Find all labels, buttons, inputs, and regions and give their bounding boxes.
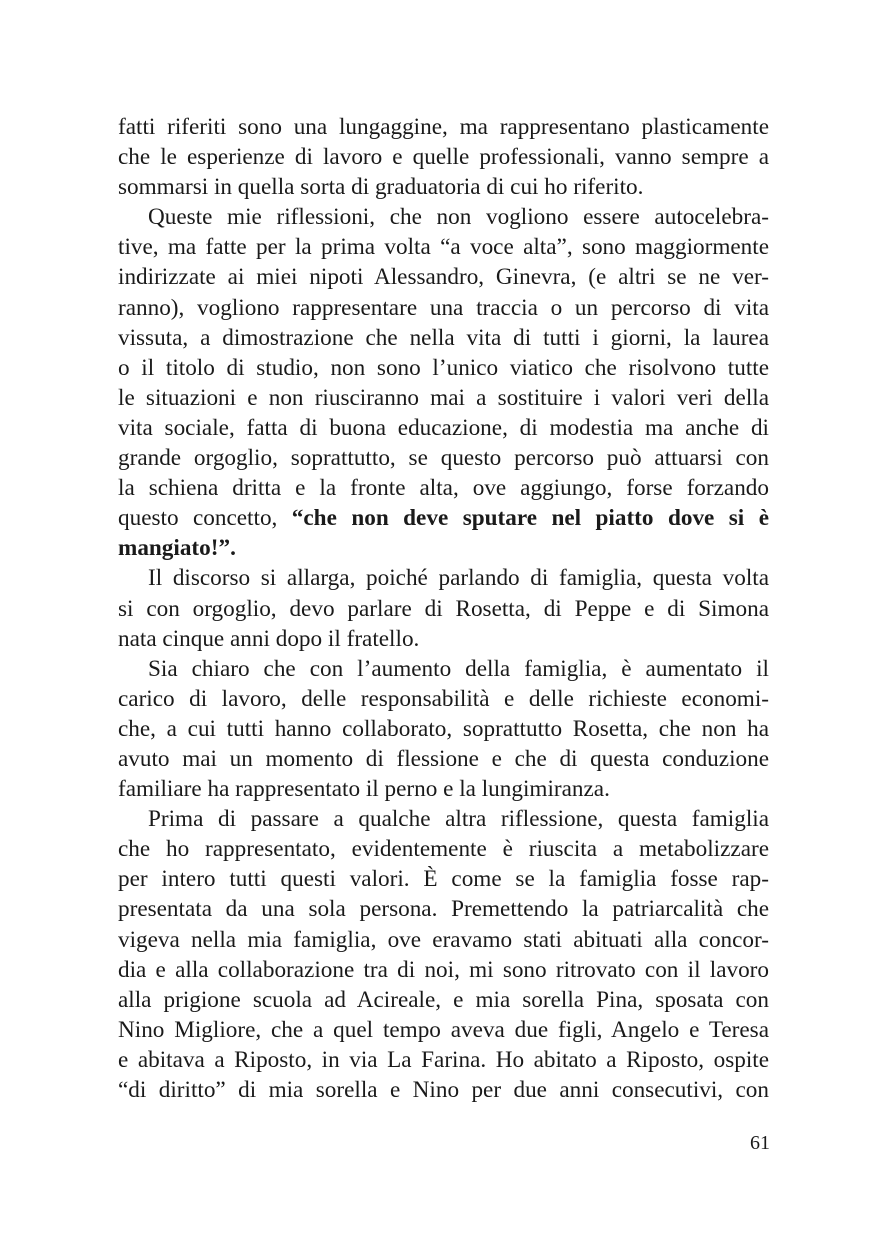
text-line: grande orgoglio, soprattutto, se questo percorso può attuarsi con	[118, 445, 769, 472]
text-line: che le esperienze di lavoro e quelle professionali, vanno sempre a	[118, 144, 769, 171]
text-line: ranno), vogliono rappresentare una traccia o un percorso di vita	[118, 294, 769, 321]
text-line: vita sociale, fatta di buona educazione, di modestia ma anche di	[118, 414, 769, 441]
text-line: che ho rappresentato, evidentemente è riuscita a metabolizzare	[118, 836, 769, 863]
page-body	[118, 112, 769, 1105]
text-line: indirizzate ai miei nipoti Alessandro, Ginevra, (e altri se ne ver-	[118, 264, 769, 291]
text-line: Nino Migliore, che a quel tempo aveva due figli, Angelo e Teresa	[118, 1016, 769, 1043]
text-line: “di diritto” di mia sorella e Nino per due anni consecutivi, con	[118, 1077, 769, 1103]
bold-quote: “che non deve sputare nel piatto dove si è	[291, 505, 769, 532]
text-line: carico di lavoro, delle responsabilità e delle richieste economi-	[118, 685, 769, 712]
text-line: le situazioni e non riusciranno mai a sostituire i valori veri della	[118, 384, 769, 411]
text-line: sommarsi in quella sorta di graduatoria di cui ho riferito.	[118, 174, 644, 201]
text-line: per intero tutti questi valori. È come se la famiglia fosse rap-	[118, 866, 769, 893]
text-line: fatti riferiti sono una lungaggine, ma rappresentano plasticamente	[118, 114, 769, 140]
text-line-with-bold	[118, 503, 769, 533]
text-line: Queste mie riflessioni, che non vogliono essere autocelebra-	[148, 204, 769, 231]
text-line: che, a cui tutti hanno collaborato, soprattutto Rosetta, che non ha	[118, 715, 769, 742]
text-line: alla prigione scuola ad Acireale, e mia sorella Pina, sposata con	[118, 986, 769, 1013]
text-line: tive, ma fatte per la prima volta “a voce alta”, sono maggiormente	[118, 234, 769, 261]
text-line	[118, 533, 769, 563]
text-line: o il titolo di studio, non sono l’unico viatico che risolvono tutte	[118, 354, 769, 381]
page-number: 61	[750, 1132, 770, 1154]
text-line: avuto mai un momento di flessione e che di questa conduzione	[118, 745, 769, 772]
text-line: dia e alla collaborazione tra di noi, mi sono ritrovato con il lavoro	[118, 956, 769, 983]
text-line: vissuta, a dimostrazione che nella vita di tutti i giorni, la laurea	[118, 324, 769, 351]
text-line: nata cinque anni dopo il fratello.	[118, 625, 420, 652]
text-line: vigeva nella mia famiglia, ove eravamo stati abituati alla concor-	[118, 926, 769, 953]
text-line: presentata da una sola persona. Premettendo la patriarcalità che	[118, 896, 769, 923]
text-line: Prima di passare a qualche altra riflessione, questa famiglia	[148, 806, 769, 833]
text-segment: questo concetto,	[118, 505, 292, 532]
text-line: la schiena dritta e la fronte alta, ove aggiungo, forse forzando	[118, 475, 769, 502]
text-line: familiare ha rappresentato il perno e la lungimiranza.	[118, 776, 610, 803]
text-line: si con orgoglio, devo parlare di Rosetta, di Peppe e di Simona	[118, 595, 769, 622]
text-line: Il discorso si allarga, poiché parlando di famiglia, questa volta	[148, 565, 769, 592]
bold-quote-end: mangiato!”.	[118, 535, 236, 562]
text-line: e abitava a Riposto, in via La Farina. Ho abitato a Riposto, ospite	[118, 1046, 769, 1073]
text-line: Sia chiaro che con l’aumento della famiglia, è aumentato il	[148, 655, 769, 682]
